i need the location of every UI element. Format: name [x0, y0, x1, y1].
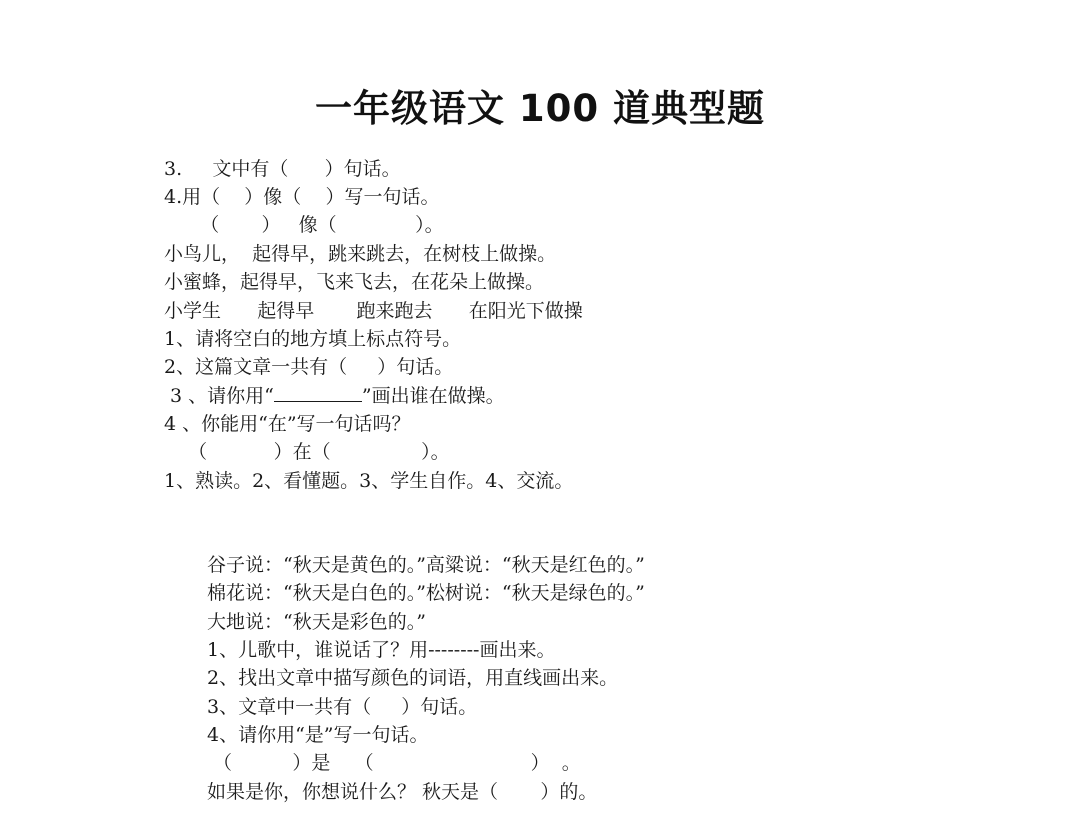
answer-underline	[274, 383, 362, 402]
question-line: 如果是你，你想说什么？ 秋天是（ ）的。	[207, 781, 598, 803]
answer-blank-line: （ ）是 （ ） 。	[207, 752, 581, 774]
steps-line: 1、熟读。2、看懂题。3、学生自作。4、交流。	[164, 470, 574, 492]
question-text: ”画出谁在做操。	[361, 385, 505, 407]
question-line: 3. 文中有（ ）句话。	[164, 158, 401, 180]
passage-line: 棉花说：“秋天是白色的。”松树说：“秋天是绿色的。”	[207, 582, 645, 604]
passage-line: 小鸟儿， 起得早，跳来跳去，在树枝上做操。	[164, 243, 557, 265]
passage-line: 谷子说：“秋天是黄色的。”高粱说：“秋天是红色的。”	[207, 554, 645, 576]
passage-line: 小蜜蜂，起得早，飞来飞去，在花朵上做操。	[164, 271, 545, 293]
passage-line: 小学生 起得早 跑来跑去 在阳光下做操	[164, 300, 583, 322]
question-line: 2、找出文章中描写颜色的词语，用直线画出来。	[207, 667, 619, 689]
question-line: 4 、你能用“在”写一句话吗？	[164, 413, 411, 435]
answer-blank-line: （ ）在（ ）。	[164, 441, 450, 463]
document-title: 一年级语文 100 道典型题	[315, 87, 765, 130]
question-line: 4、请你用“是”写一句话。	[207, 724, 429, 746]
question-line: 1、儿歌中，谁说话了？用--------画出来。	[207, 639, 556, 661]
question-line	[164, 383, 505, 408]
answer-blank-line: （ ） 像（ ）。	[164, 214, 444, 236]
passage-line: 大地说：“秋天是彩色的。”	[207, 611, 426, 633]
question-line: 4.用（ ）像（ ）写一句话。	[164, 186, 440, 208]
question-line: 1、请将空白的地方填上标点符号。	[164, 328, 462, 350]
question-text: 3 、请你用“	[164, 385, 274, 407]
question-line: 3、文章中一共有（ ）句话。	[207, 696, 478, 718]
question-line: 2、这篇文章一共有（ ）句话。	[164, 356, 454, 378]
